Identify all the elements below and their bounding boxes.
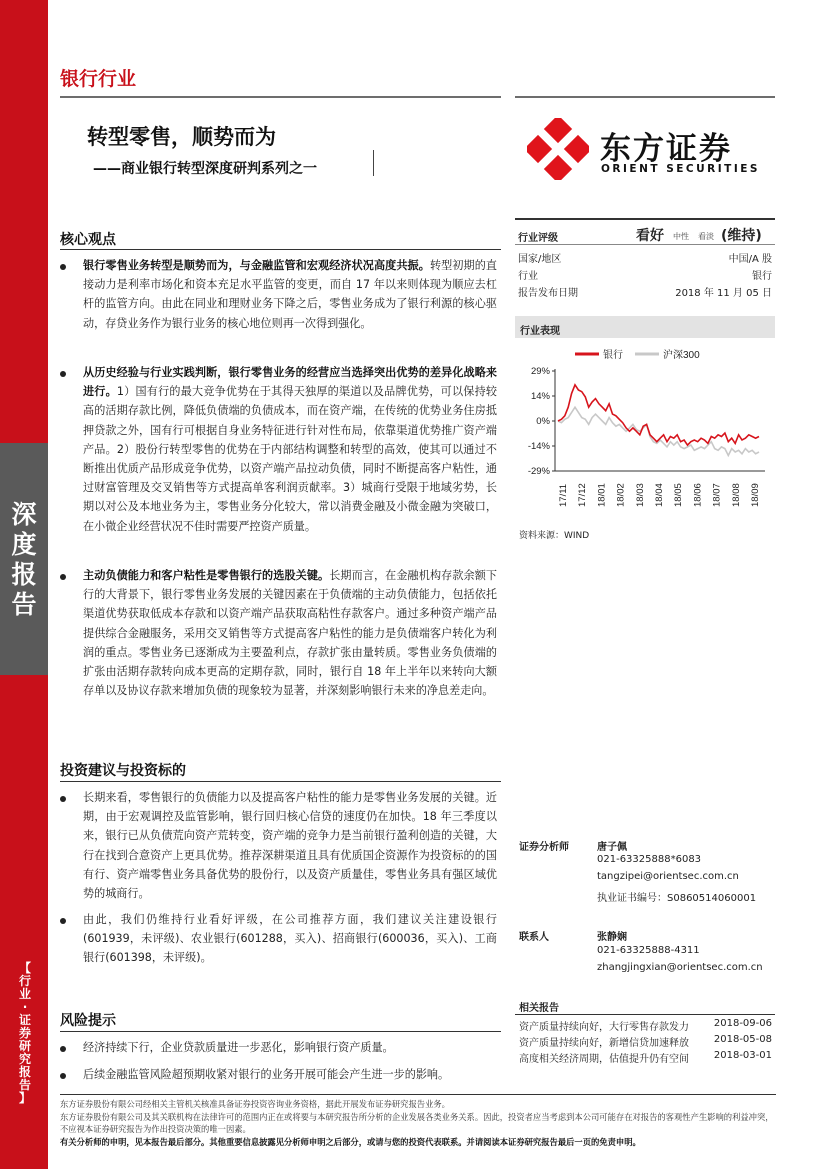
orient-logo-icon <box>527 118 589 180</box>
rating-row-label: 行业 <box>518 271 538 282</box>
analyst-label: 证券分析师 <box>519 842 569 853</box>
footer-divider <box>60 1094 776 1095</box>
header-divider-left <box>60 96 501 98</box>
section-divider <box>60 1031 501 1032</box>
analyst-name: 唐子佩 <box>597 842 627 853</box>
risk-bullet-1: 经济持续下行，企业贷款质量进一步恶化，影响银行资产质量。 <box>83 1041 394 1054</box>
x-tick-label: 18/08 <box>730 483 742 507</box>
x-tick-label: 18/07 <box>711 483 723 507</box>
core-bullet-2-bold: 从历史经验与行业实践判断，银行零售业务的经营应当选择突出优势的差异化战略来进行。 <box>83 366 497 399</box>
rating-value: 看好 <box>636 228 664 244</box>
core-bullet-1-text: 转型初期的直接动力是利率市场化和资本充足水平监管的变更，而自 17 年以来则体现为顺应去杠杆的监管方向。由此在同业和理财业务下降之后，零售业务成为了银行利源的核心驱动，存贷业务作为银行业务的核心地位则再一次得到强化。 <box>83 259 497 330</box>
rating-bearish: 看淡 <box>698 232 714 241</box>
footer-line-1: 东方证券股份有限公司经相关主管机关核准具备证券投资咨询业务资格，据此开展发布证券研究报告业务。 <box>60 1099 450 1109</box>
section-divider <box>60 781 501 782</box>
core-bullet-2 <box>83 363 497 536</box>
core-bullet-3-text: 长期而言，在金融机构存款余额下行的大背景下，银行零售业务发展的关键因素在于负债端的主动负债能力，包括依托渠道优势获取低成本存款和以资产端产品获取高粘性存款客户。通过多种资产端产品提供综合金融服务，采用交叉销售等方式提高客户粘性的能力是负债端客户转化为利润的重点。零售业务已逐渐成为主要盈利点，存款扩张由量转质。零售业务负债端的扩张由活期存款转向成本更高的定期存款，同时，银行自 18 年上半年以来转向大额存单以及协议存款来增加负债的现象较为显著，并深刻影响银行未来的净息差走向。 <box>83 569 497 698</box>
legend-hs300-label: 沪深300 <box>663 350 700 361</box>
y-tick-label: 0% <box>536 416 550 427</box>
investment-bullet-2: 由此，我们仍维持行业看好评级，在公司推荐方面，我们建议关注建设银行(601939，未评级)、农业银行(601288，买入)、招商银行(600036，买入)、工商银行(601398，未评级)。 <box>83 913 497 965</box>
related-report-date: 2018-03-01 <box>713 1050 772 1061</box>
risk-heading: 风险提示 <box>60 1013 116 1029</box>
footer-line-3: 有关分析师的申明，见本报告最后部分。其他重要信息披露见分析师申明之后部分，或请与您的投资代表联系。并请阅读本证券研究报告最后一页的免责申明。 <box>60 1136 641 1147</box>
x-tick-label: 18/04 <box>654 483 666 507</box>
contact-email[interactable]: zhangjingxian@orientsec.com.cn <box>597 962 763 973</box>
y-tick-label: -14% <box>527 441 550 452</box>
core-bullet-1 <box>83 256 497 333</box>
subtitle-bar <box>373 150 374 176</box>
bullet-icon <box>60 371 66 377</box>
core-bullet-1-bold: 银行零售业务转型是顺势而为，与金融监管和宏观经济状况高度共振。 <box>83 259 430 272</box>
industry-name: 银行行业 <box>60 68 137 90</box>
chart-title: 行业表现 <box>520 326 560 337</box>
x-tick-label: 18/02 <box>615 483 627 507</box>
core-bullet-2-text: 1）国有行的最大竞争优势在于其得天独厚的渠道以及品牌优势，可以保持较高的活期存款比例，降低负债端的负债成本，而在资产端，在传统的优势业务住房抵押贷款之外，国有行可根据自身业务特征进行针对性布局，依靠渠道优势推广资产端产品。2）股份行转型零售的优势在于内部结构调整和转型的高效，使其可以通过不断推出优质产品形成竞争优势，以资产端产品拉动负债，同时不断提高客户粘性，通过财富管理及交叉销售等方式提高单客利润贡献率。3）城商行受限于地域劣势，长期以对公及本地业务为主，零售业务分化较大，常以消费金融及小微金融为突破口，在小微企业经营状况不佳时需要严控资产质量。 <box>83 385 497 533</box>
chart-source: 资料来源：WIND <box>519 531 590 541</box>
bullet-icon <box>60 796 66 802</box>
rating-row-label: 国家/地区 <box>518 254 562 265</box>
y-tick-label: 14% <box>530 391 550 402</box>
rating-neutral: 中性 <box>673 232 689 241</box>
section-divider <box>60 249 501 250</box>
x-tick-label: 18/01 <box>596 483 608 507</box>
report-subtitle: ——商业银行转型深度研判系列之一 <box>93 161 317 177</box>
x-tick-label: 18/05 <box>673 483 685 507</box>
x-tick-label: 17/11 <box>558 483 569 507</box>
legend-bank-label: 银行 <box>603 350 623 361</box>
rating-row-value: 2018 年 11 月 05 日 <box>675 288 772 299</box>
core-bullet-3 <box>83 566 497 700</box>
footer-disclaimer <box>60 1098 776 1148</box>
analyst-phone: 021-63325888*6083 <box>597 854 702 865</box>
related-report-title[interactable]: 资产质量持续向好，新增信贷加速释放 <box>519 1038 689 1049</box>
core-view-heading: 核心观点 <box>60 232 116 248</box>
report-type-label: 深 度 报 告 <box>11 500 37 619</box>
core-bullet-3-bold: 主动负债能力和客户粘性是零售银行的选股关键。 <box>83 569 330 582</box>
logo-name-cn: 东方证券 <box>600 131 732 167</box>
x-tick-label: 18/09 <box>750 483 762 507</box>
x-tick-label: 17/12 <box>577 483 589 507</box>
investment-heading: 投资建议与投资标的 <box>60 763 186 779</box>
contact-label: 联系人 <box>519 932 549 943</box>
series-line-hs300 <box>558 407 759 455</box>
contact-phone: 021-63325888-4311 <box>597 945 700 956</box>
bullet-icon <box>60 264 66 270</box>
logo-name-en: ORIENT SECURITIES <box>601 163 760 175</box>
bullet-icon <box>60 918 66 924</box>
investment-bullet-1: 长期来看，零售银行的负债能力以及提高客户粘性的能力是零售业务发展的关键。近期，由于宏观调控及监管影响，银行回归核心信贷的速度仍在加快。18 年三季度以来，银行已从负债荒向资产荒转变，资产端的竞争力是当前银行盈利创造的关键，大行在找到合意资产上更具优势。推荐深耕渠道且具有优质国企资源作为投资标的的国有行、资产端零售业务具备优势的股份行，以及资产质量佳，零售业务具有强区域优势的城商行。 <box>83 791 497 901</box>
analyst-license: 执业证书编号：S0860514060001 <box>597 893 757 904</box>
bullet-icon <box>60 1046 66 1052</box>
rating-row-value: 银行 <box>752 271 772 282</box>
footer-line-2: 东方证券股份有限公司及其关联机构在法律许可的范围内正在或将要与本研究报告所分析的企业发展各类业务关系。因此，投资者应当考虑到本公司可能存在对报告的客观性产生影响的利益冲突，不应视本证券研究报告为作出投资决策的唯一因素。 <box>60 1111 774 1134</box>
report-title: 转型零售，顺势而为 <box>87 125 276 149</box>
rating-label: 行业评级 <box>518 233 558 244</box>
x-tick-label: 18/03 <box>634 483 646 507</box>
related-report-title[interactable]: 资产质量持续向好，大行零售存款发力 <box>519 1022 689 1033</box>
y-tick-label: 29% <box>530 366 550 377</box>
rating-row-label: 报告发布日期 <box>518 288 578 299</box>
header-divider-right <box>515 96 775 98</box>
x-tick-label: 18/06 <box>692 483 704 507</box>
related-report-title[interactable]: 高度相关经济周期，估值提升仍有空间 <box>519 1054 689 1065</box>
risk-bullet-2: 后续金融监管风险超预期收紧对银行的业务开展可能会产生进一步的影响。 <box>83 1068 450 1081</box>
related-heading: 相关报告 <box>519 1003 559 1014</box>
series-line-bank <box>558 385 759 445</box>
rating-top-line <box>515 218 775 220</box>
analyst-email[interactable]: tangzipei@orientsec.com.cn <box>597 871 739 882</box>
bullet-icon <box>60 1073 66 1079</box>
y-tick-label: -29% <box>527 466 550 477</box>
related-divider <box>515 1014 775 1015</box>
rating-row-value: 中国/A 股 <box>728 254 772 265</box>
related-report-date: 2018-05-08 <box>713 1034 772 1045</box>
rating-divider <box>515 244 775 245</box>
related-report-date: 2018-09-06 <box>713 1018 772 1029</box>
rating-status: (维持) <box>721 228 762 244</box>
industry-performance-chart <box>515 343 777 523</box>
contact-name: 张静娴 <box>597 932 627 943</box>
bullet-icon <box>60 574 66 580</box>
report-tag-label: 【 行 业 · 证 券 研 究 报 告 】 <box>18 961 31 1105</box>
